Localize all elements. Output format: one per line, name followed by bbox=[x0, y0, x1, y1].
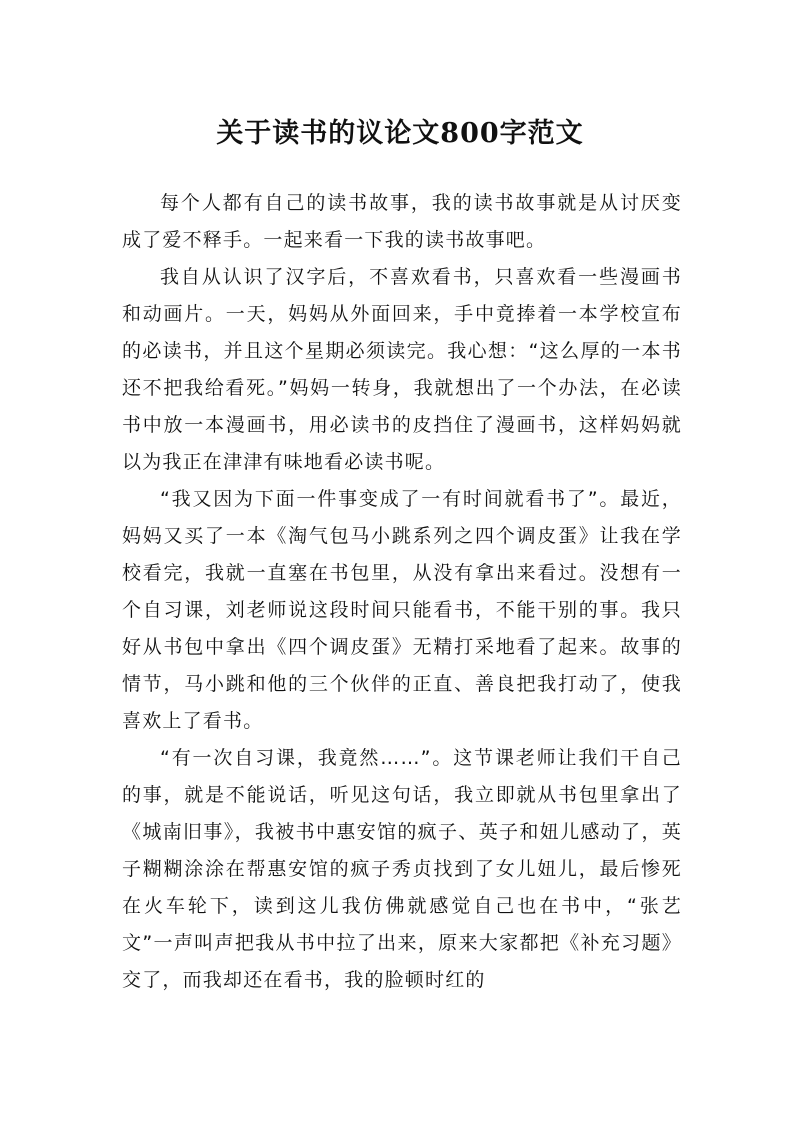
paragraph-4: “有一次自习课，我竟然……”。这节课老师让我们干自己的事，就是不能说话，听见这句话，我立即就从书包里拿出了《城南旧事》，我被书中惠安馆的疯子、英子和妞儿感动了，英子糊糊涂涂在帮惠安馆的疯子秀贞找到了女儿妞儿，最后惨死在火车轮下，读到这儿我仿佛就感觉自己也在书中，“张艺文”一声叫声把我从书中拉了出来，原来大家都把《补充习题》交了，而我却还在看书，我的脸顿时红的 bbox=[122, 747, 682, 991]
paragraph-2: 我自从认识了汉字后，不喜欢看书，只喜欢看一些漫画书和动画片。一天，妈妈从外面回来，手中竟捧着一本学校宣布的必读书，并且这个星期必须读完。我心想：“这么厚的一本书还不把我给看死。”妈妈一转身，我就想出了一个办法，在必读书中放一本漫画书，用必读书的皮挡住了漫画书，这样妈妈就以为我正在津津有味地看必读书呢。 bbox=[122, 266, 682, 473]
document-body bbox=[122, 185, 682, 999]
paragraph-3: “我又因为下面一件事变成了一有时间就看书了”。最近，妈妈又买了一本《淘气包马小跳系列之四个调皮蛋》让我在学校看完，我就一直塞在书包里，从没有拿出来看过。没想有一个自习课，刘老师说这段时间只能看书，不能干别的事。我只好从书包中拿出《四个调皮蛋》无精打采地看了起来。故事的情节，马小跳和他的三个伙伴的正直、善良把我打动了，使我喜欢上了看书。 bbox=[122, 488, 682, 732]
paragraph-1: 每个人都有自己的读书故事，我的读书故事就是从讨厌变成了爱不释手。一起来看一下我的读书故事吧。 bbox=[122, 192, 682, 251]
document-title: 关于读书的议论文800字范文 bbox=[216, 118, 584, 150]
